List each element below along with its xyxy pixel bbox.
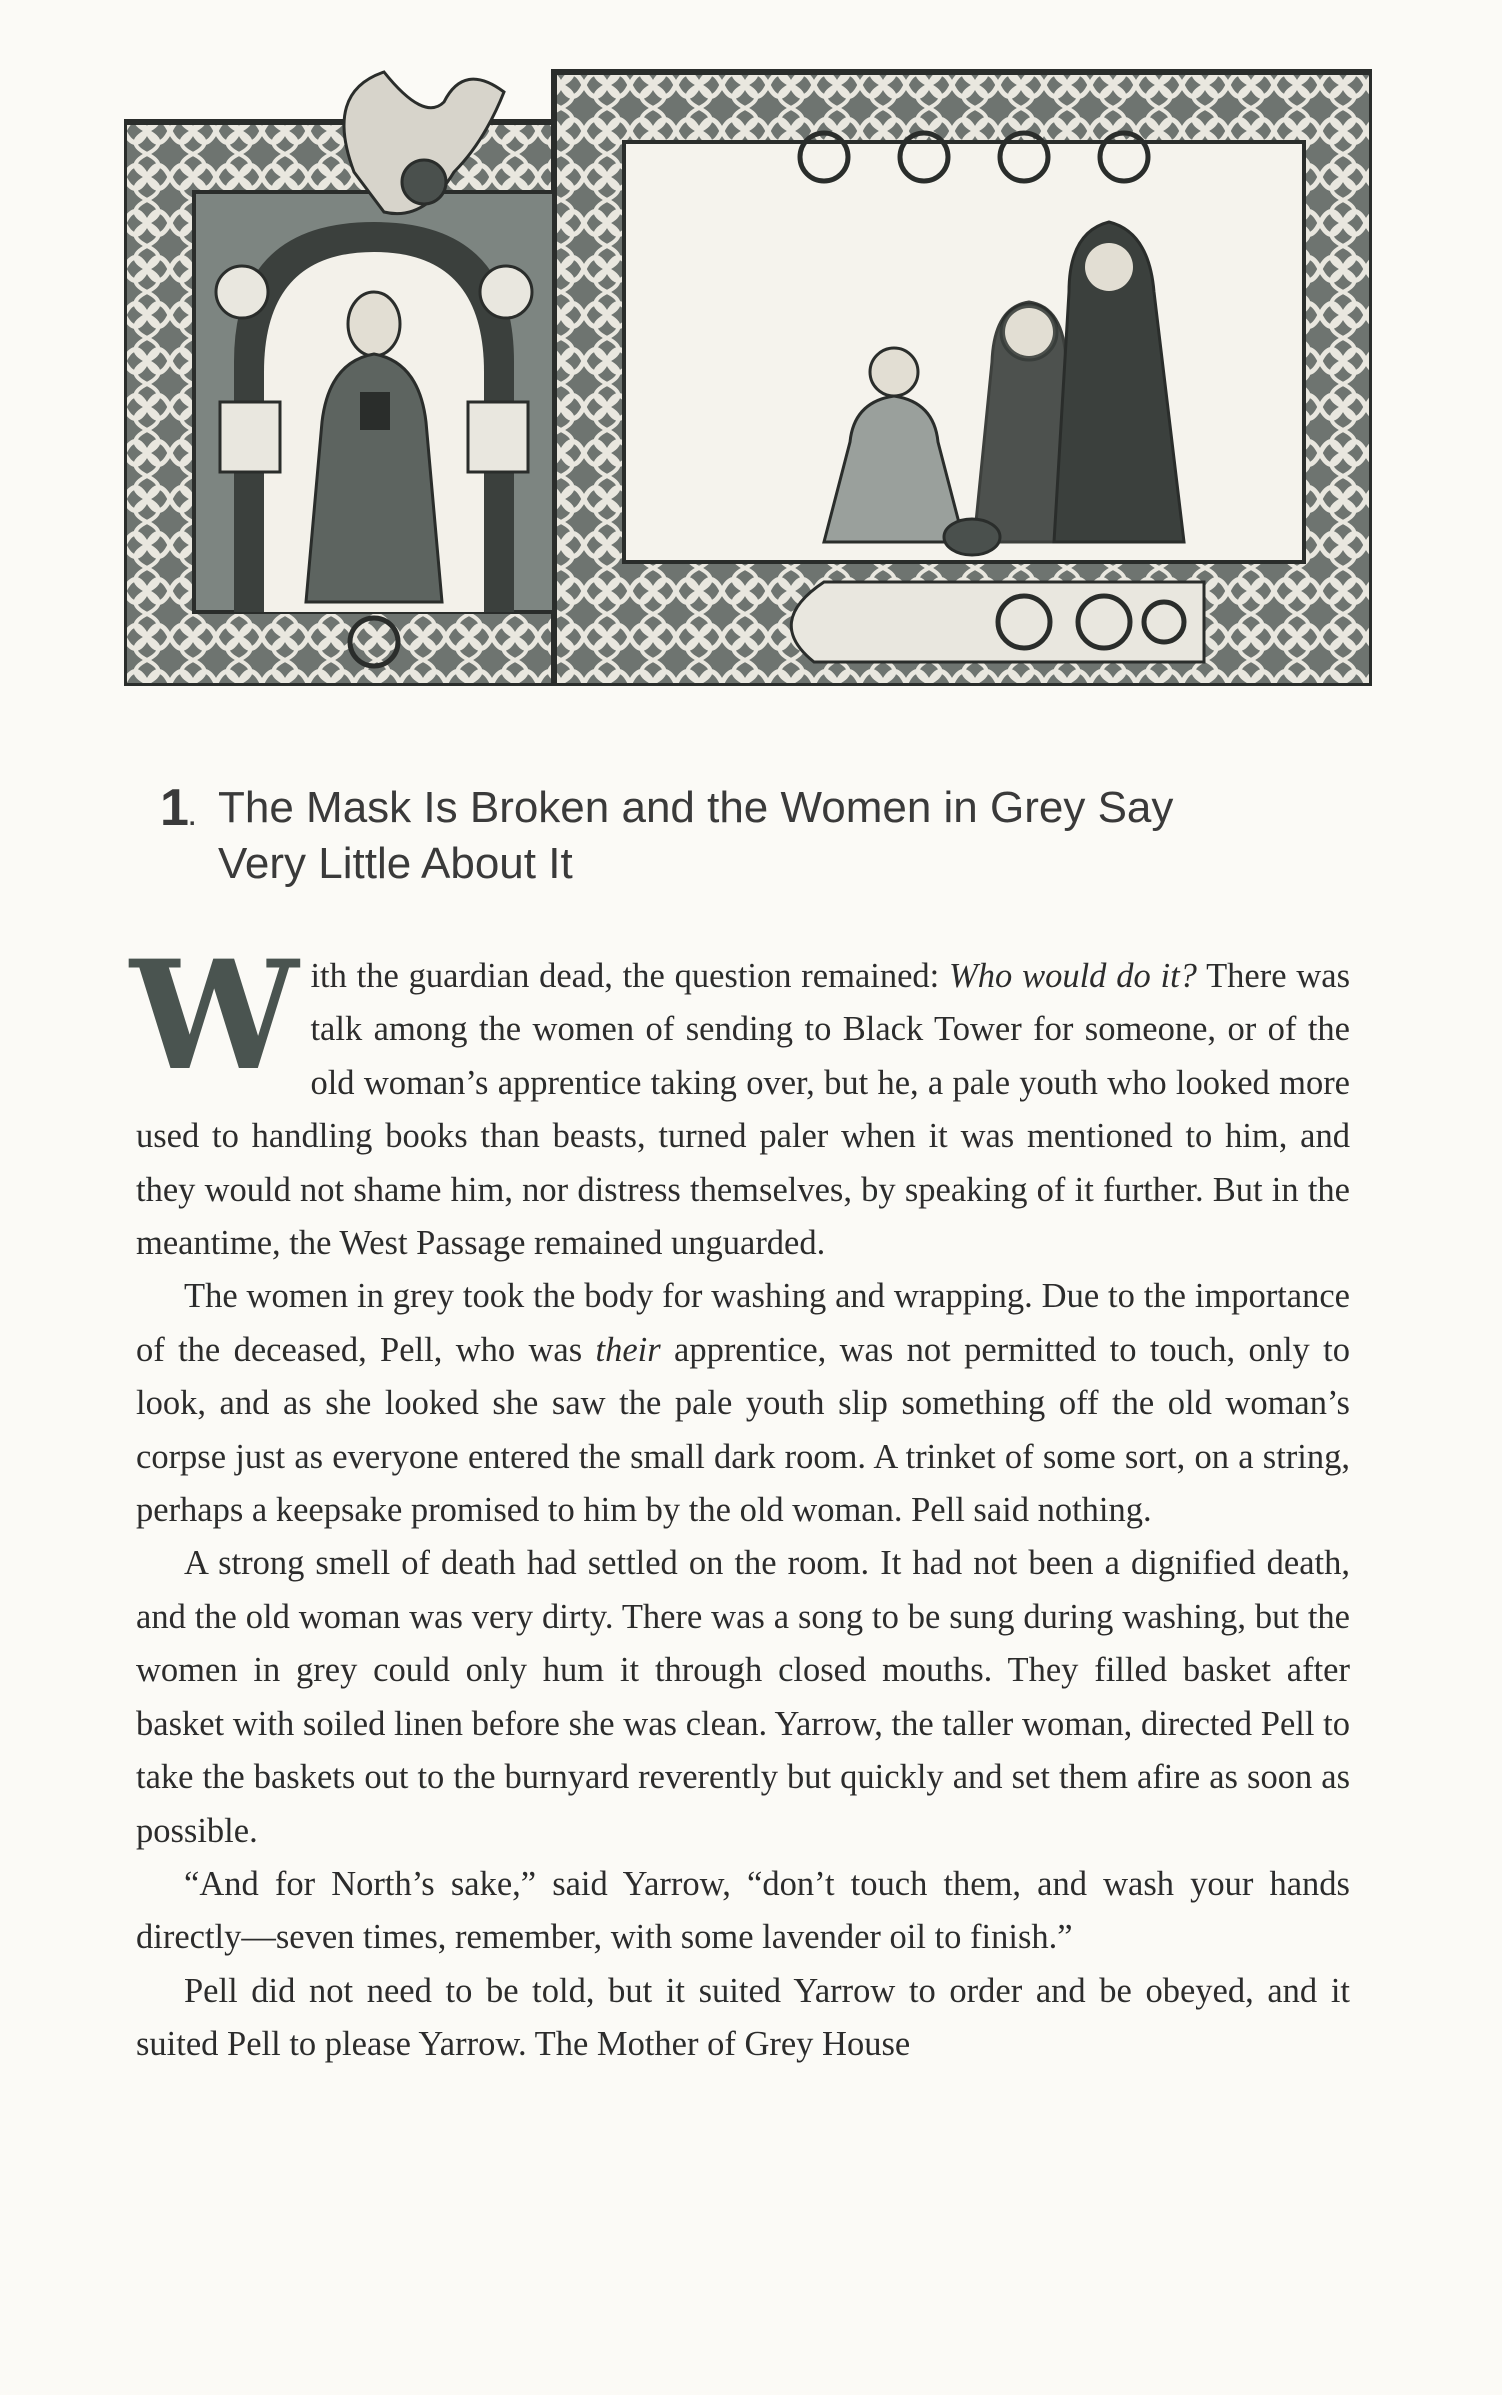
chapter-heading <box>162 780 1312 892</box>
chapter-title-line-2: Very Little About It <box>218 839 573 888</box>
women-scene-panel <box>624 142 1304 562</box>
paragraph-1-part-b: There was talk among the women of sending to Black Tower for someone, or of the old woman’s apprentice taking over, but he, a pale youth who looked more used to handling books than beasts, turned paler when it was mentioned to him, and they would not shame him, nor distress themselves, by speaking of it further. But in the meantime, the West Passage remained unguarded. <box>136 957 1350 1263</box>
chapter-title-line-1: The Mask Is Broken and the Women in Grey Say <box>218 783 1174 832</box>
body-text <box>130 928 1350 2072</box>
drop-cap: W <box>130 928 299 1104</box>
paragraph-1-italic: Who would do it? <box>949 957 1197 995</box>
paragraph-2 <box>136 1270 1350 1537</box>
paragraph-3: A strong smell of death had settled on the room. It had not been a dignified death, and the old woman was very dirty. There was a song to be sung during washing, but the women in grey could only hum it through closed mouths. They filled basket after basket with soiled linen before she was clean. Yarrow, the taller woman, directed Pell to take the baskets out to the burnyard reverently but quickly and set them afire as soon as possible. <box>136 1544 1350 1850</box>
paragraph-4: “And for North’s sake,” said Yarrow, “don’t touch them, and wash your hands directly—seven times, remember, with some lavender oil to finish.” <box>136 1864 1350 1957</box>
paragraph-5: Pell did not need to be told, but it suited Yarrow to order and be obeyed, and it suited Pell to please Yarrow. The Mother of Grey House <box>136 1971 1350 2064</box>
paragraph-1-part-a: ith the guardian dead, the question remained: <box>310 957 950 995</box>
paragraph-2-part-a: The women in grey took the body for washing and wrapping. Due to the importance of the deceased, Pell, who was <box>136 1277 1350 1369</box>
chapter-number: 1. <box>160 779 196 837</box>
chapter-illustration <box>124 62 1372 686</box>
paragraph-2-part-b: apprentice, was not permitted to touch, only to look, and as she looked she saw the pale youth slip something off the old woman’s corpse just as everyone entered the small dark room. A trinket of some sort, on a string, perhaps a keepsake promised to him by the old woman. Pell said nothing. <box>136 1330 1350 1530</box>
paragraph-2-italic: their <box>595 1330 661 1369</box>
paragraph-1 <box>130 928 1350 1270</box>
